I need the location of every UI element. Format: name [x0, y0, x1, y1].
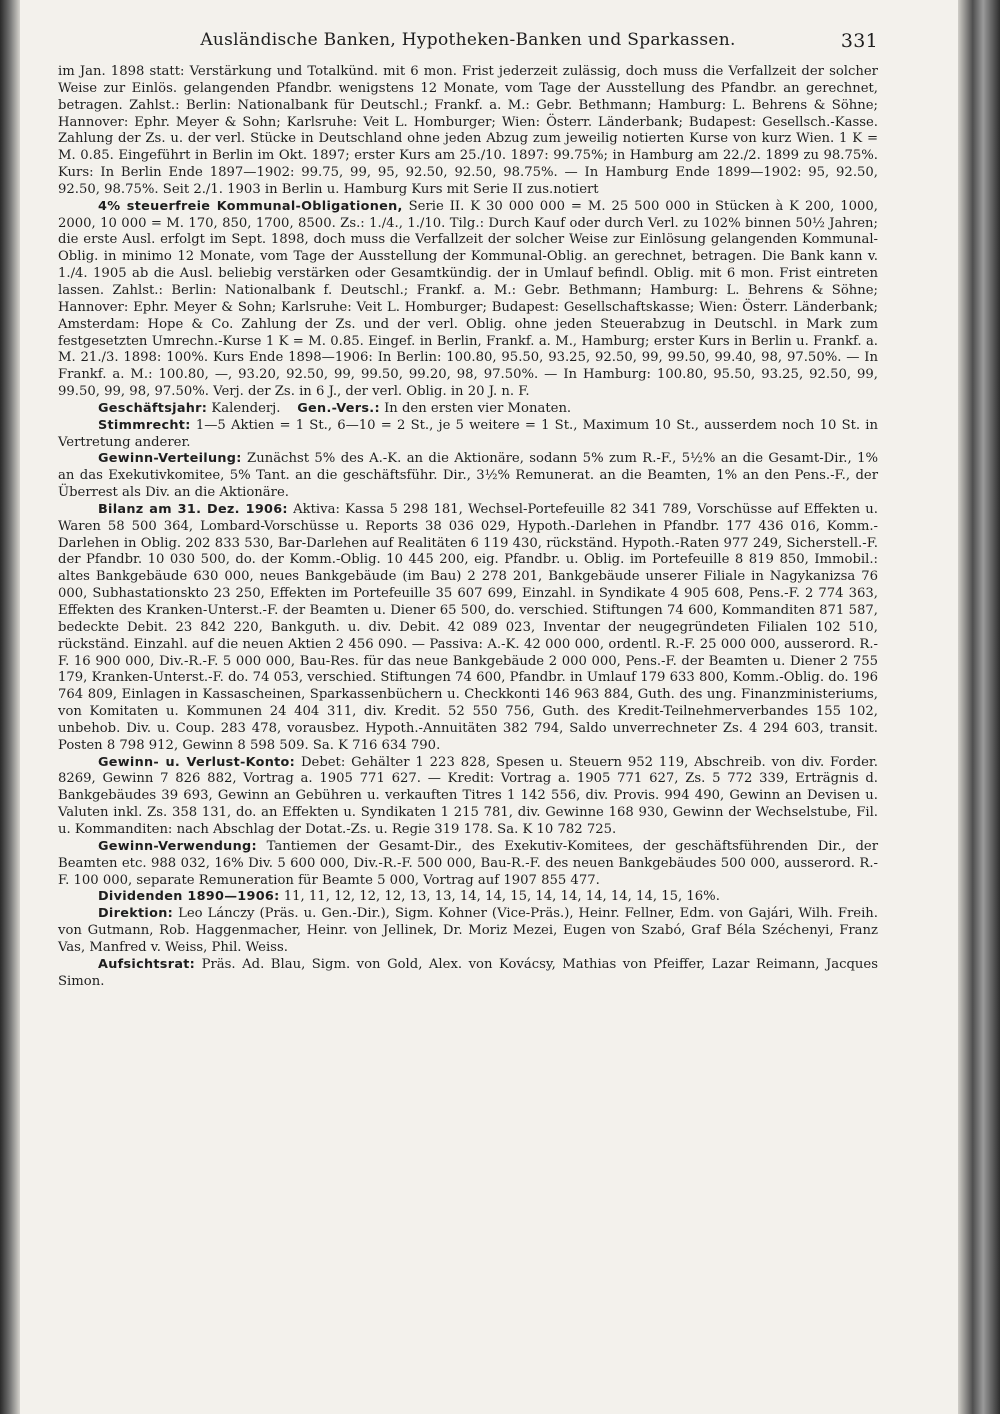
section-heading: Gen.-Vers.: — [297, 400, 380, 416]
paragraph-bilanz: Bilanz am 31. Dez. 1906: Aktiva: Kassa 5 298 181, Wechsel-Portefeuille 82 341 789, Vorschüsse auf Effekten u. Waren 58 500 364, Lombard-Vorschüsse u. Reports 38 036 029, Hypoth.-Darlehen in Pfandbr. 177 436 016, Komm.-Darlehen in Oblig. 202 833 530, Bar-Darlehen auf Realitäten 6 119 430, rückständ. Hypoth.-Raten 977 249, Sicherstell.-F. der Pfandbr. 10 030 500, do. der Komm.-Oblig. 10 445 200, eig. Pfandbr. u. Oblig. im Portefeuille 8 819 850, Immobil.: altes Bankgebäude 630 000, neues Bankgebäude (im Bau) 2 278 201, Bankgebäude unserer Filiale in Nagykanizsa 76 000, Subhastationskto 23 250, Effekten im Portefeuille 35 607 699, Einzahl. in Syndikate 4 905 608, Pens.-F. 2 774 363, Effekten des Kranken-Unterst.-F. der Beamten u. Diener 65 500, do. verschied. Stiftungen 74 600, Kommanditen 871 587, bedeckte Debit. 23 842 220, Bankguth. u. div. Debit. 42 089 023, Inventar der neugegründeten Filialen 102 510, rückständ. Einzahl. auf die neuen Aktien 2 456 090. — Passiva: A.-K. 42 000 000, ordentl. R.-F. 25 000 000, ausserord. R.-F. 16 900 000, Div.-R.-F. 5 000 000, Bau-Res. für das neue Bankgebäude 2 000 000, Pens.-F. der Beamten u. Diener 2 755 179, Kranken-Unterst.-F. do. 74 053, verschied. Stiftungen 74 600, Pfandbr. in Umlauf 179 633 800, Komm.-Oblig. do. 196 764 809, Einlagen in Kassascheinen, Sparkassenbüchern u. Checkkonti 146 963 884, Guth. des ung. Finanzministeriums, von Komitaten u. Kommunen 24 404 311, div. Kredit. 52 550 756, Guth. des Kredit-Teilnehmerverbandes 155 102, unbehob. Div. u. Coup. 283 478, vorausbez. Hypoth.-Annuitäten 382 794, Saldo unverrechneter Zs. 4 294 603, transit. Posten 8 798 912, Gewinn 8 598 509. Sa. K 716 634 790. — [58, 501, 878, 753]
running-title: Ausländische Banken, Hypotheken-Banken und Sparkassen. — [200, 30, 736, 50]
paragraph-stimmrecht: Stimmrecht: 1—5 Aktien = 1 St., 6—10 = 2 St., je 5 weitere = 1 St., Maximum 10 St., ausserdem noch 10 St. in Vertretung anderer. — [58, 417, 878, 450]
paragraph-gewinn-verlust-konto: Gewinn- u. Verlust-Konto: Debet: Gehälter 1 223 828, Spesen u. Steuern 952 119, Abschreib. von div. Forder. 8269, Gewinn 7 826 882, Vortrag a. 1905 771 627. — Kredit: Vortrag a. 1905 771 627, Zs. 5 772 339, Erträgnis d. Bankgebäudes 39 693, Gewinn an Gebühren u. verkauften Titres 1 142 556, div. Provis. 994 490, Gewinn an Devisen u. Valuten inkl. Zs. 358 131, do. an Effekten u. Syndikaten 1 215 781, div. Gewinne 168 930, Gewinn der Wechselstube, Fil. u. Kommanditen: nach Abschlag der Dotat.-Zs. u. Regie 319 178. Sa. K 10 782 725. — [58, 754, 878, 837]
document-body — [58, 64, 878, 990]
paragraph-pfandbrief-terms: im Jan. 1898 statt: Verstärkung und Totalkünd. mit 6 mon. Frist jederzeit zulässig, doch muss die Verfallzeit der solcher Weise zur Einlös. gelangenden Pfandbr. wenigstens 12 Monate, vom Tage der Ausstellung des Pfandbr. an gerechnet, betragen. Zahlst.: Berlin: Nationalbank für Deutschl.; Frankf. a. M.: Gebr. Bethmann; Hamburg: L. Behrens & Söhne; Hannover: Ephr. Meyer & Sohn; Karlsruhe: Veit L. Homburger; Wien: Österr. Länderbank; Budapest: Gesellsch.-Kasse. Zahlung der Zs. u. der verl. Stücke in Deutschland ohne jeden Abzug zum jeweilig notierten Kurse von kurz Wien. 1 K = M. 0.85. Eingeführt in Berlin im Okt. 1897; erster Kurs am 25./10. 1897: 99.75%; in Hamburg am 22./2. 1899 zu 98.75%. Kurs: In Berlin Ende 1897—1902: 99.75, 99, 95, 92.50, 92.50, 98.75%. — In Hamburg Ende 1899—1902: 95, 92.50, 92.50, 98.75%. Seit 2./1. 1903 in Berlin u. Hamburg Kurs mit Serie II zus.notiert — [58, 64, 878, 197]
running-header — [58, 30, 878, 64]
paragraph-kommunal-obligationen: 4% steuerfreie Kommunal-Obligationen, Serie II. K 30 000 000 = M. 25 500 000 in Stücken à K 200, 1000, 2000, 10 000 = M. 170, 850, 1700, 8500. Zs.: 1./4., 1./10. Tilg.: Durch Kauf oder durch Verl. zu 102% binnen 50½ Jahren; die erste Ausl. erfolgt im Sept. 1898, doch muss die Verfallzeit der solcher Weise zur Einlösung gelangenden Kommunal-Oblig. in minimo 12 Monate, vom Tage der Ausstellung der Kommunal-Oblig. an gerechnet, betragen. Die Bank kann v. 1./4. 1905 ab die Ausl. beliebig verstärken oder Gesamtkündig. der in Umlauf befindl. Oblig. mit 6 mon. Frist eintreten lassen. Zahlst.: Berlin: Nationalbank f. Deutschl.; Frankf. a. M.: Gebr. Bethmann; Hamburg: L. Behrens & Söhne; Hannover: Ephr. Meyer & Sohn; Karlsruhe: Veit L. Homburger; Budapest: Gesellschaftskasse; Wien: Österr. Länderbank; Amsterdam: Hope & Co. Zahlung der Zs. und der verl. Oblig. ohne jeden Steuerabzug in Deutschl. in Mark zum festgesetzten Umrechn.-Kurse 1 K = M. 0.85. Eingef. in Berlin, Frankf. a. M., Hamburg; erster Kurs in Berlin u. Frankf. a. M. 21./3. 1898: 100%. Kurs Ende 1898—1906: In Berlin: 100.80, 95.50, 93.25, 92.50, 99, 99.50, 99.40, 98, 97.50%. — In Frankf. a. M.: 100.80, —, 93.20, 92.50, 99, 99.50, 99.20, 98, 97.50%. — In Hamburg: 100.80, 95.50, 93.25, 92.50, 99, 99.50, 99, 98, 97.50%. Verj. der Zs. in 6 J., der verl. Oblig. in 20 J. n. F. — [58, 198, 878, 400]
section-heading: Gewinn- u. Verlust-Konto: — [98, 754, 296, 770]
section-heading: Geschäftsjahr: — [98, 400, 208, 416]
section-heading: Gewinn-Verteilung: — [98, 451, 242, 467]
paragraph-aufsichtsrat: Aufsichtsrat: Präs. Ad. Blau, Sigm. von Gold, Alex. von Kovácsy, Mathias von Pfeiffer, Lazar Reimann, Jacques Simon. — [58, 956, 878, 989]
section-heading: Gewinn-Verwendung: — [98, 838, 257, 854]
paragraph-gewinn-verteilung: Gewinn-Verteilung: Zunächst 5% des A.-K. an die Aktionäre, sodann 5% zum R.-F., 5½% an die Gesamt-Dir., 1% an das Exekutivkomitee, 5% Tant. an die geschäftsführ. Dir., 3½% Remunerat. an die Beamten, 1% an den Pens.-F., der Überrest als Div. an die Aktionäre. — [58, 451, 878, 501]
paragraph-gewinn-verwendung: Gewinn-Verwendung: Tantiemen der Gesamt-Dir., des Exekutiv-Komitees, der geschäftsführenden Dir., der Beamten etc. 988 032, 16% Div. 5 600 000, Div.-R.-F. 500 000, Bau-R.-F. des neuen Bankgebäudes 500 000, ausserord. R.-F. 100 000, separate Remuneration für Beamte 5 000, Vortrag auf 1907 855 477. — [58, 838, 878, 888]
section-heading: Aufsichtsrat: — [98, 956, 196, 972]
paragraph-dividenden: Dividenden 1890—1906: 11, 11, 12, 12, 12, 13, 13, 14, 14, 15, 14, 14, 14, 14, 14, 15, 16%. — [98, 889, 720, 905]
section-heading: Stimmrecht: — [98, 417, 191, 433]
page-number: 331 — [840, 30, 878, 52]
page-right-edge-shadow — [958, 0, 1000, 1414]
paragraph-geschaeftsjahr: Geschäftsjahr: Kalenderj. Gen.-Vers.: In den ersten vier Monaten. — [98, 400, 572, 416]
page-left-edge-shadow — [0, 0, 20, 1414]
section-heading: Direktion: — [98, 906, 174, 922]
document-page — [58, 30, 878, 990]
section-heading: Dividenden 1890—1906: — [98, 889, 280, 905]
section-heading: 4% steuerfreie Kommunal-Obligationen, — [98, 198, 403, 214]
paragraph-direktion: Direktion: Leo Lánczy (Präs. u. Gen.-Dir.), Sigm. Kohner (Vice-Präs.), Heinr. Fellner, Edm. von Gajári, Wilh. Freih. von Gutmann, Rob. Haggenmacher, Heinr. von Jellinek, Dr. Moriz Mezei, Eugen von Szabó, Graf Béla Széchenyi, Franz Vas, Manfred v. Weiss, Phil. Weiss. — [58, 906, 878, 955]
section-heading: Bilanz am 31. Dez. 1906: — [98, 501, 288, 517]
